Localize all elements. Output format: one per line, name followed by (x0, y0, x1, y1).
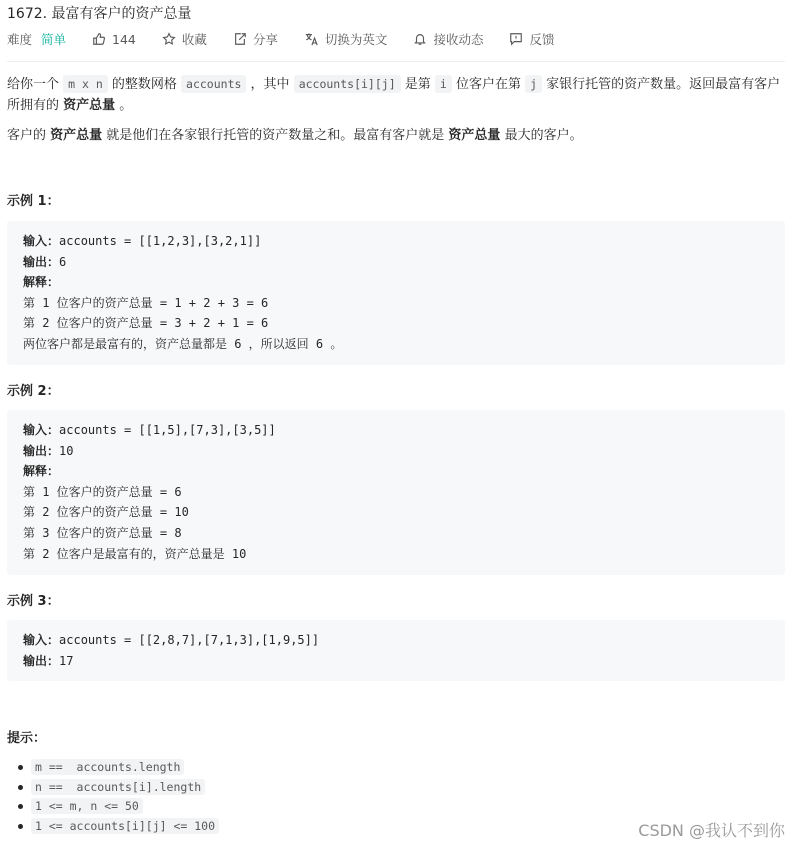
list-item (31, 778, 219, 798)
translate-label: 切换为英文 (324, 32, 388, 47)
desc-bold: 资产总量 (448, 128, 501, 143)
explain-line: 第 2 位客户的资产总量 = 10 (23, 505, 189, 520)
hint-code: n == accounts[i].length (31, 779, 205, 795)
example-3-box (7, 620, 785, 681)
input-label: 输入： (23, 633, 60, 647)
desc-text: 给你一个 (7, 77, 64, 92)
explain-line: 两位客户都是最富有的，资产总量都是 6 ，所以返回 6 。 (23, 336, 343, 351)
output-label: 输出： (23, 443, 60, 458)
example-2-title: 示例 2： (7, 384, 60, 399)
output-label: 输出： (23, 653, 60, 668)
translate-button[interactable] (304, 30, 388, 48)
output-label: 输出： (23, 254, 60, 269)
list-item (31, 797, 219, 817)
example-input: accounts = [[1,5],[7,3],[3,5]] (59, 423, 276, 437)
share-label: 分享 (252, 32, 278, 47)
explain-line: 第 3 位客户的资产总量 = 8 (23, 525, 182, 540)
desc-text: 最大的客户。 (500, 128, 583, 143)
feedback-icon (509, 32, 523, 46)
thumbs-up-icon (92, 32, 106, 46)
desc-text: 是第 (400, 77, 435, 92)
example-1-title: 示例 1： (7, 194, 60, 209)
star-icon (162, 32, 176, 46)
feedback-button[interactable] (509, 30, 554, 48)
translate-icon (304, 32, 319, 46)
description-paragraph-2 (7, 125, 787, 146)
favorite-label: 收藏 (181, 32, 207, 47)
feedback-label: 反馈 (529, 32, 555, 47)
example-input: accounts = [[1,2,3],[3,2,1]] (59, 234, 262, 248)
list-item (31, 817, 219, 837)
explain-line: 第 1 位客户的资产总量 = 1 + 2 + 3 = 6 (23, 295, 269, 310)
subscribe-button[interactable] (413, 30, 483, 48)
inline-code: i (435, 75, 452, 93)
desc-text: 家银行托管的资产数量。返回最富有客户所拥有的 (7, 77, 781, 113)
hint-code: 1 <= m, n <= 50 (31, 798, 143, 814)
bell-icon (413, 32, 427, 46)
hints-list (14, 758, 219, 836)
example-output: 10 (59, 443, 74, 458)
example-3-title: 示例 3： (7, 594, 60, 609)
example-output: 6 (59, 254, 67, 269)
hint-code: 1 <= accounts[i][j] <= 100 (31, 818, 219, 834)
subscribe-label: 接收动态 (433, 32, 484, 47)
problem-title: 1672. 最富有客户的资产总量 (7, 6, 192, 22)
difficulty-label: 难度 (7, 32, 33, 47)
inline-code: m x n (63, 75, 108, 93)
desc-text: 。 (115, 98, 133, 113)
problem-toolbar (7, 30, 580, 48)
desc-bold: 资产总量 (50, 128, 103, 143)
explain-line: 第 2 位客户是最富有的，资产总量是 10 (23, 546, 247, 561)
example-input: accounts = [[2,8,7],[7,1,3],[1,9,5]] (59, 633, 320, 647)
input-label: 输入： (23, 234, 60, 248)
example-output: 17 (59, 653, 74, 668)
list-item (31, 758, 219, 778)
explain-line: 第 1 位客户的资产总量 = 6 (23, 484, 182, 499)
favorite-button[interactable] (162, 30, 207, 48)
share-icon (233, 32, 247, 46)
desc-text: ，其中 (246, 77, 294, 92)
explain-line: 第 2 位客户的资产总量 = 3 + 2 + 1 = 6 (23, 316, 269, 331)
hints-title: 提示： (7, 731, 47, 746)
description-paragraph-1 (7, 74, 787, 116)
desc-text: 的整数网格 (107, 77, 182, 92)
like-button[interactable] (92, 32, 136, 47)
watermark: CSDN @我认不到你 (638, 821, 785, 840)
explain-label: 解释： (23, 275, 60, 290)
share-button[interactable] (233, 30, 278, 48)
desc-text: 位客户在第 (451, 77, 526, 92)
explain-label: 解释： (23, 464, 60, 479)
header-divider (7, 61, 785, 62)
difficulty-value: 简单 (41, 32, 67, 47)
difficulty (7, 30, 66, 48)
example-2-box (7, 410, 785, 575)
like-count: 144 (112, 31, 136, 47)
input-label: 输入： (23, 423, 60, 437)
hint-code: m == accounts.length (31, 759, 184, 775)
inline-code: accounts (181, 75, 246, 93)
desc-bold: 资产总量 (63, 98, 116, 113)
example-1-box (7, 221, 785, 365)
inline-code: accounts[i][j] (294, 75, 401, 93)
desc-text: 客户的 (7, 128, 51, 143)
desc-text: 就是他们在各家银行托管的资产数量之和。最富有客户就是 (102, 128, 449, 143)
inline-code: j (525, 75, 542, 93)
